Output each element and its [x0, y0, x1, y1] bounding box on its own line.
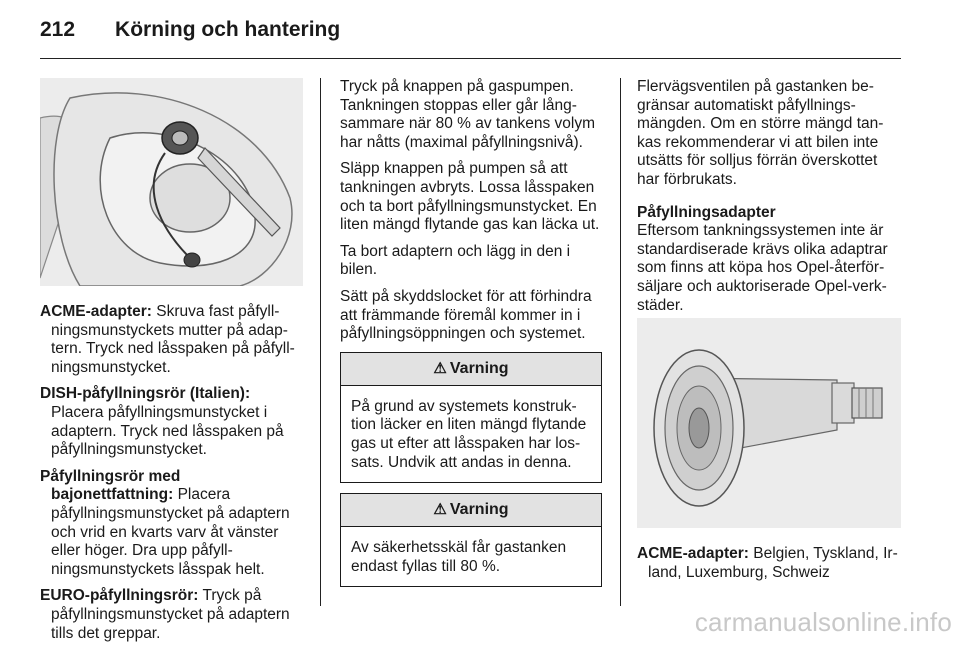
adapter-drawing	[637, 318, 901, 528]
fuel-filler-drawing	[40, 78, 303, 286]
column-1	[40, 303, 306, 651]
body-paragraph: Ta bort adaptern och lägg in den i bilen.	[340, 242, 571, 279]
warning-triangle-icon: ⚠	[433, 359, 447, 377]
column-3	[637, 78, 901, 323]
column-divider-1	[320, 78, 321, 606]
body-paragraph: Flervägsventilen på gastanken begränsar automatiskt påfyllningsmängden. Om en större mängd tankas rekommenderar vi att bilen inte utsätts för solljus förrän överskottet har förbrukats.	[637, 78, 884, 188]
section-subheading: Påfyllningsadapter	[637, 203, 776, 221]
warning-box	[340, 352, 602, 483]
column-divider-2	[620, 78, 621, 606]
fuel-filler-illustration	[40, 78, 303, 286]
page-header	[40, 18, 340, 42]
adapter-item-dish: DISH-påfyllningsrör (Italien): Placera påfyllningsmunstycket i adaptern. Tryck ned låsspaken på påfyllningsmunstycket.	[40, 385, 284, 459]
adapter-caption: ACME-adapter: Belgien, Tyskland, Irland, Luxemburg, Schweiz	[637, 545, 898, 581]
page-number: 212	[40, 18, 76, 41]
warning-header: ⚠ Varning	[341, 353, 601, 386]
warning-triangle-icon: ⚠	[433, 501, 447, 519]
body-paragraph: Tryck på knappen på gaspumpen. Tankningen stoppas eller går långsammare när 80 % av tankens volym har nåtts (maximal påfyllningsnivå).	[340, 78, 595, 151]
column-2	[340, 78, 602, 597]
adapter-item-acme: ACME-adapter: Skruva fast påfyllningsmunstyckets mutter på adaptern. Tryck ned låsspaken på påfyllningsmunstycket.	[40, 303, 295, 376]
watermark: carmanualsonline.info	[694, 607, 952, 637]
warning-box	[340, 493, 602, 587]
warning-header: ⚠ Varning	[341, 494, 601, 527]
body-paragraph: Eftersom tankningssystemen inte är standardiserade krävs olika adaptrar som finns att köpa hos Opel-återförsäljare och auktoriserade Opel-verkstäder.	[637, 222, 888, 314]
body-paragraph: Släpp knappen på pumpen så att tankningen avbryts. Lossa låsspaken och ta bort påfyllningsmunstycket. En liten mängd flytande gas kan läcka ut.	[340, 160, 600, 234]
filling-adapter-illustration	[637, 318, 901, 528]
adapter-item-euro: EURO-påfyllningsrör: Tryck på påfyllningsmunstycket på adaptern tills det greppar.	[40, 587, 290, 642]
warning-text: På grund av systemets konstruktion läcker en liten mängd flytande gas ut efter att låsspaken har lossats. Undvik att andas in denna.	[351, 397, 587, 471]
body-paragraph: Sätt på skyddslocket för att förhindra att främmande föremål kommer in i påfyllningsöppningen och systemet.	[340, 287, 592, 343]
header-rule	[40, 58, 901, 59]
warning-text: Av säkerhetsskäl får gastanken endast fyllas till 80 %.	[351, 539, 567, 575]
adapter-item-bayonet: Påfyllningsrör med bajonettfattning: Placera påfyllningsmunstycket på adaptern och vrid en kvarts varv åt vänster eller höger. Dra upp påfyllningsmunstyckets låsspak helt.	[40, 467, 290, 578]
page-title: Körning och hantering	[115, 18, 341, 41]
